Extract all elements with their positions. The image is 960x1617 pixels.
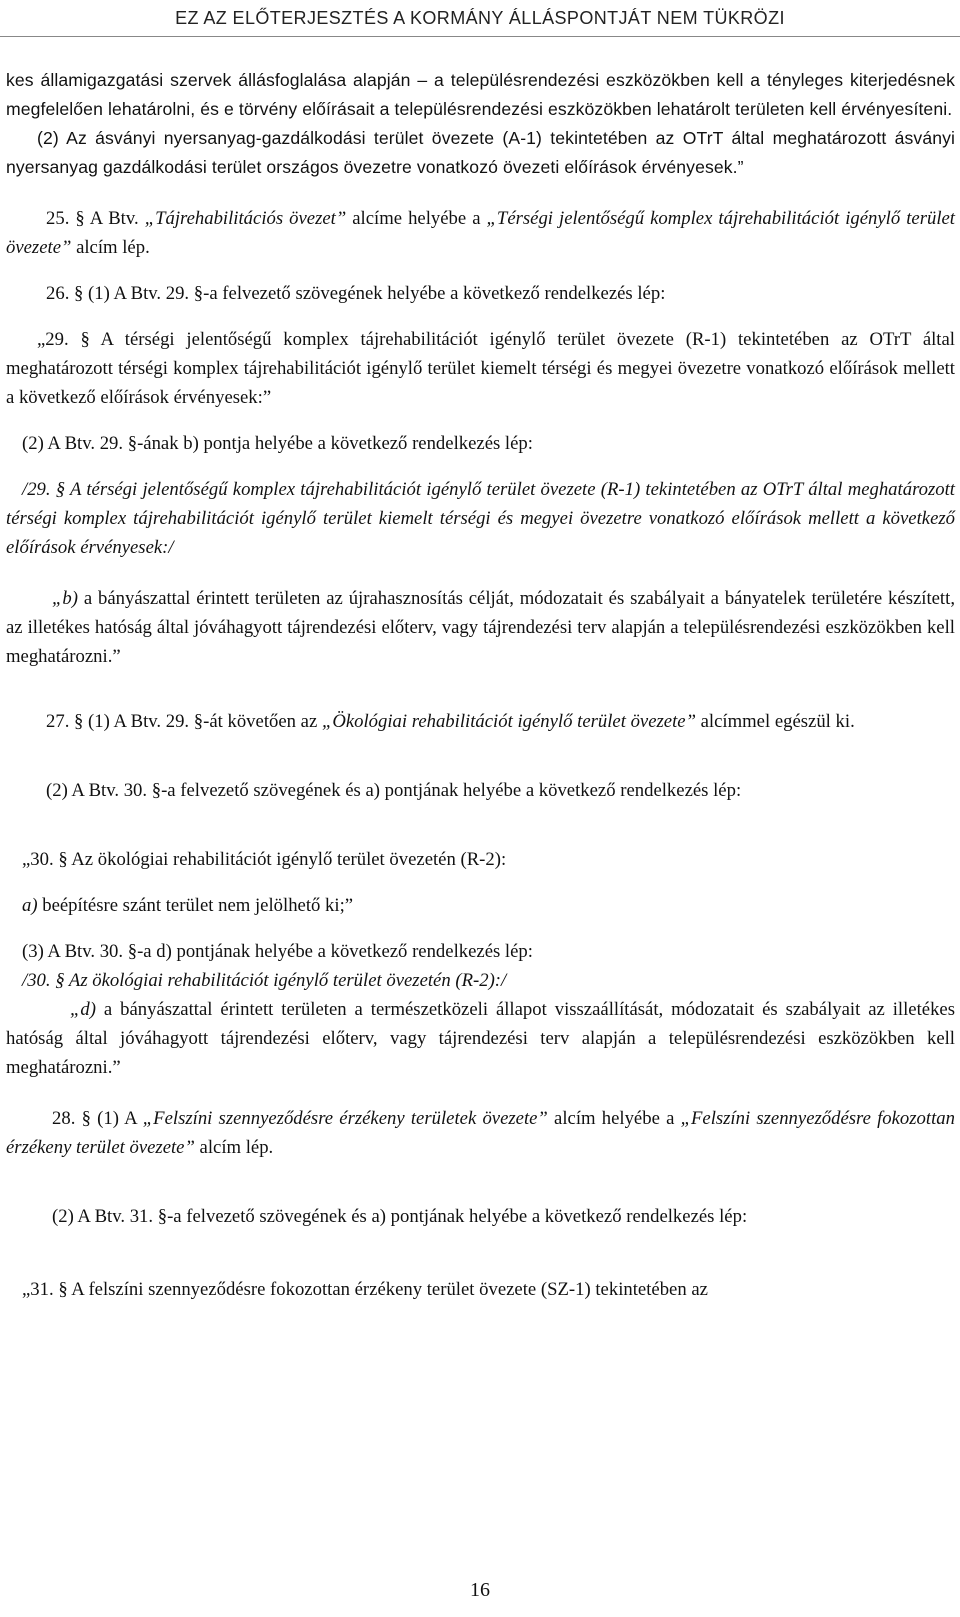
point-b-text: a bányászattal érintett területen az újrahasznosítás célját, módozatait és szabályait a bányatelek területére készített, az illetékes hatóság által jóváhagyott tájrendezési előterv, vagy tájrendezési terv alapján a településrendezési eszközökben kell meghatározni.” bbox=[6, 588, 955, 667]
paragraph-quote-30-d bbox=[6, 995, 955, 1082]
amendment-25-end: alcím lép. bbox=[71, 237, 150, 258]
page-number: 16 bbox=[470, 1579, 490, 1601]
paragraph-amendment-25 bbox=[6, 204, 955, 262]
point-a-text: beépítésre szánt terület nem jelölhető ki;” bbox=[37, 895, 354, 916]
amendment-28-end: alcím lép. bbox=[194, 1137, 274, 1158]
document-body bbox=[6, 66, 955, 1304]
paragraph-amendment-28-1 bbox=[6, 1104, 955, 1162]
paragraph-section-2: (2) Az ásványi nyersanyag-gazdálkodási terület övezete (A-1) tekintetében az OTrT által meghatározott ásványi nyersanyag gazdálkodási terület országos övezetre vonatkozó övezeti előírások érvényesek.” bbox=[6, 128, 955, 177]
amendment-25-middle: alcíme helyébe a bbox=[346, 208, 487, 229]
point-d-text: a bányászattal érintett területen a természetközeli állapot visszaállítását, módozatait és szabályait az illetékes hatóság által jóváhagyott tájrendezési előterv, vagy tájrendezési terv alapján a településrendezési eszközökben kell meghatározni.” bbox=[6, 999, 955, 1078]
paragraph-amendment-27-2: (2) A Btv. 30. §-a felvezető szövegének és a) pontjának helyébe a következő rendelkezés lép: bbox=[46, 780, 742, 801]
page-header: EZ AZ ELŐTERJESZTÉS A KORMÁNY ÁLLÁSPONTJÁT NEM TÜKRÖZI bbox=[175, 8, 785, 28]
amendment-25-old-title: „Tájrehabilitációs övezet” bbox=[144, 208, 347, 229]
paragraph-quote-30-a bbox=[6, 891, 955, 920]
amendment-27-intro: 27. § (1) A Btv. 29. §-át követően az bbox=[46, 711, 322, 732]
header-divider bbox=[0, 36, 960, 37]
amendment-25-new-title: „Térségi jelentőségű komplex tájrehabilitációt igénylő terület övezete” bbox=[6, 208, 956, 258]
paragraph-amendment-27-3: (3) A Btv. 30. §-a d) pontjának helyébe a következő rendelkezés lép: bbox=[22, 941, 533, 962]
amendment-25-intro: 25. § A Btv. bbox=[46, 208, 145, 229]
point-b-label: „b) bbox=[52, 588, 78, 609]
paragraph-amendment-26-2: (2) A Btv. 29. §-ának b) pontja helyébe a következő rendelkezés lép: bbox=[22, 433, 533, 454]
amendment-28-intro: 28. § (1) A bbox=[52, 1108, 143, 1129]
paragraph-quote-31: „31. § A felszíni szennyeződésre fokozottan érzékeny terület övezete (SZ-1) tekintetében az bbox=[22, 1279, 708, 1300]
paragraph-quote-29: „29. § A térségi jelentőségű komplex tájrehabilitációt igénylő terület övezete (R-1) tekintetében az OTrT által meghatározott térségi komplex tájrehabilitációt igénylő terület kiemelt térségi és megyei övezetre vonatkozó előírások mellett a következő előírások érvényesek:” bbox=[6, 329, 955, 408]
point-a-label: a) bbox=[22, 895, 38, 916]
amendment-27-subtitle: „Ökológiai rehabilitációt igénylő terület övezete” bbox=[321, 711, 696, 732]
paragraph-quote-30: „30. § Az ökológiai rehabilitációt igénylő terület övezetén (R-2): bbox=[22, 849, 507, 870]
amendment-28-old-title: „Felszíni szennyeződésre érzékeny területek övezete” bbox=[142, 1108, 548, 1129]
amendment-28-new-title: „Felszíni szennyeződésre fokozottan érzékeny terület övezete” bbox=[6, 1108, 955, 1158]
amendment-27-end: alcímmel egészül ki. bbox=[695, 711, 855, 732]
paragraph-context-30: /30. § Az ökológiai rehabilitációt igénylő terület övezetén (R-2):/ bbox=[22, 970, 507, 991]
paragraph-amendment-28-2: (2) A Btv. 31. §-a felvezető szövegének és a) pontjának helyébe a következő rendelkezés lép: bbox=[52, 1206, 748, 1227]
paragraph-context-29: /29. § A térségi jelentőségű komplex tájrehabilitációt igénylő terület övezete (R-1) tekintetében az OTrT által meghatározott térségi komplex tájrehabilitációt igénylő terület kiemelt térségi és megyei övezetre vonatkozó előírások mellett a következő előírások érvényesek:/ bbox=[6, 479, 955, 558]
amendment-28-middle: alcím helyébe a bbox=[547, 1108, 681, 1129]
point-d-label: „d) bbox=[70, 999, 96, 1020]
paragraph-amendment-26-1: 26. § (1) A Btv. 29. §-a felvezető szövegének helyébe a következő rendelkezés lép: bbox=[46, 283, 666, 304]
paragraph-continuation: kes államigazgatási szervek állásfoglalása alapján – a településrendezési eszközökben kell a tényleges kiterjedésnek megfelelően lehatárolni, és e törvény előírásait a településrendezési eszközökben lehatárolt területen kell érvényesíteni. bbox=[6, 70, 955, 119]
paragraph-amendment-27-1 bbox=[6, 707, 955, 736]
paragraph-quote-29-b bbox=[6, 584, 955, 671]
